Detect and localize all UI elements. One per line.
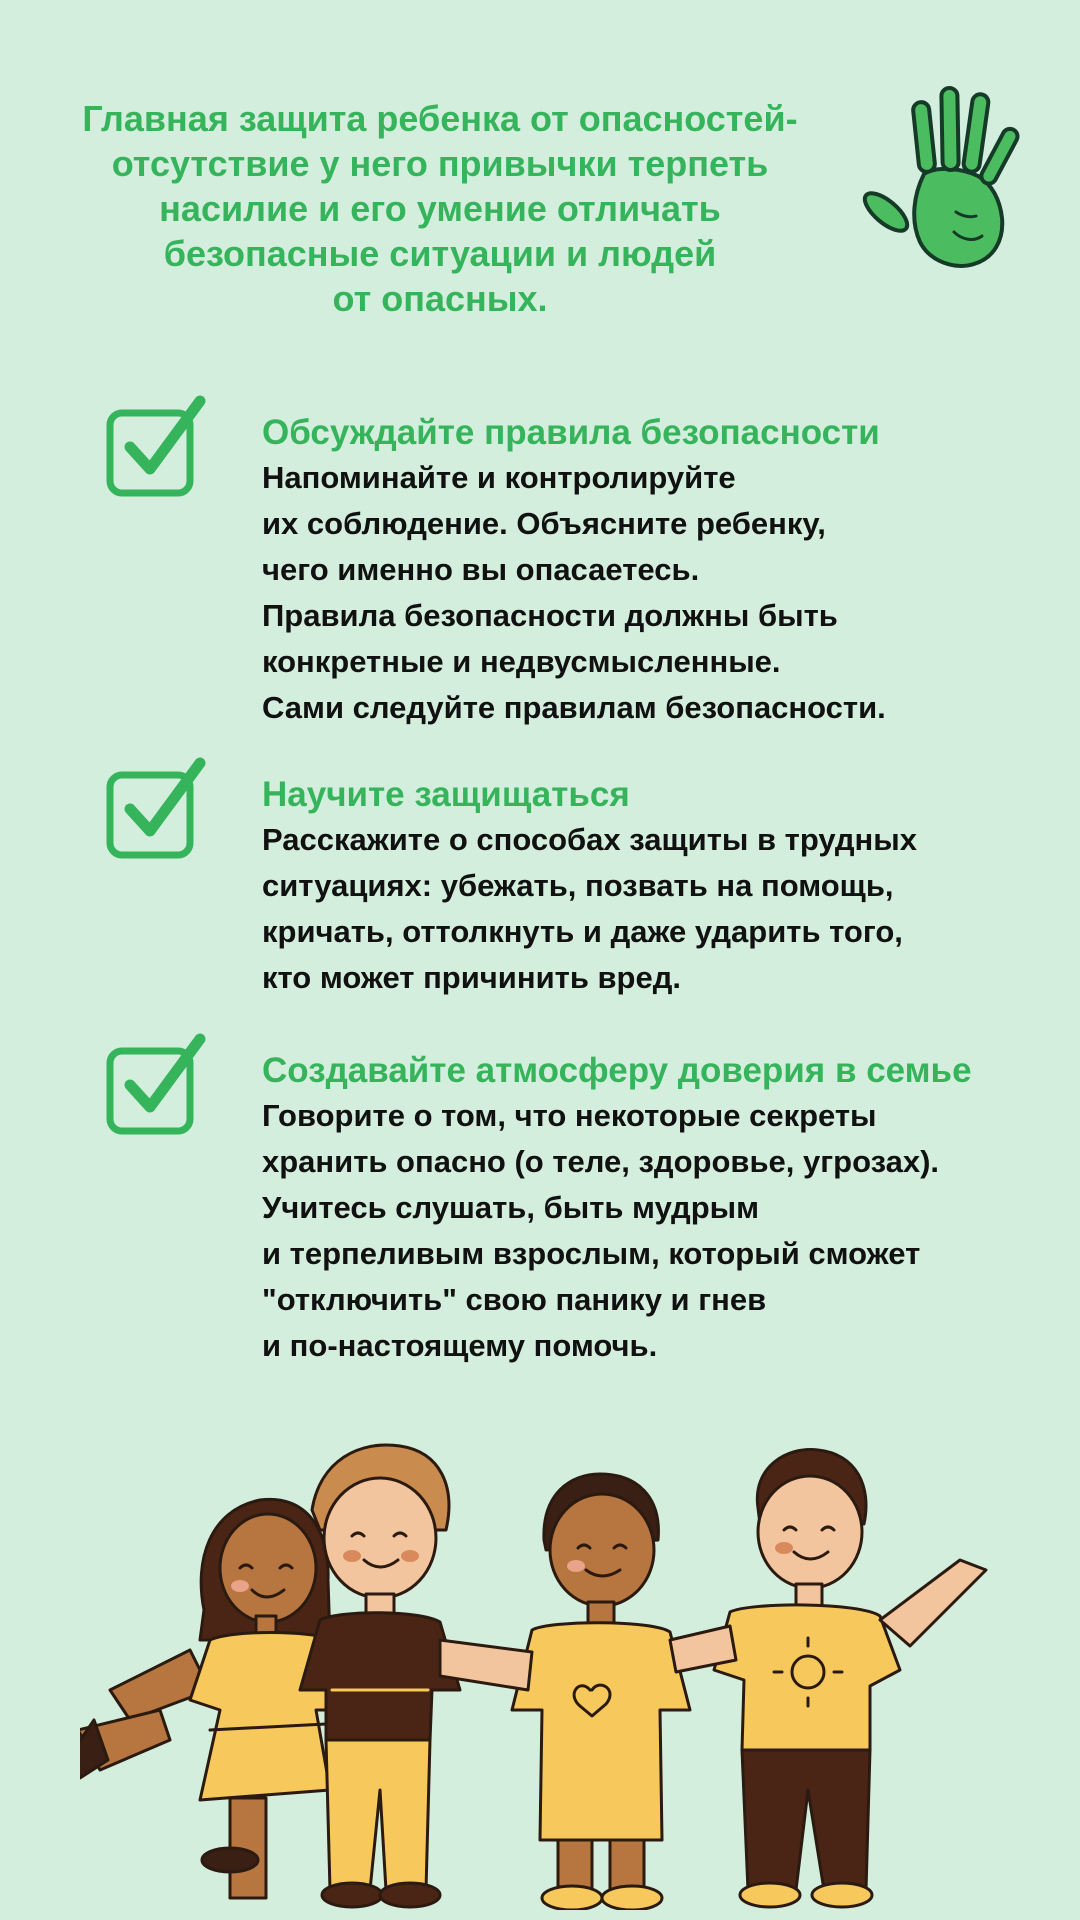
tip-title: Создавайте атмосферу доверия в семье	[262, 1051, 972, 1090]
children-illustration	[80, 1390, 1000, 1910]
tip-body	[262, 1093, 939, 1369]
tip-line: Расскажите о способах защиты в трудных	[262, 822, 917, 857]
tip-line: и по-настоящему помочь.	[262, 1328, 658, 1363]
headline-line: отсутствие у него привычки терпеть	[111, 143, 769, 184]
tip-line: ситуациях: убежать, позвать на помощь,	[262, 868, 894, 903]
tip-body	[262, 455, 886, 731]
child-boy-sun-shirt	[670, 1450, 986, 1907]
tip-title: Обсуждайте правила безопасности	[262, 413, 880, 452]
headline-line: Главная защита ребенка от опасностей-	[82, 98, 798, 139]
headline-line: от опасных.	[332, 278, 548, 319]
tip-line: Напоминайте и контролируйте	[262, 460, 736, 495]
tip-line: их соблюдение. Объясните ребенку,	[262, 506, 826, 541]
headline-line: насилие и его умение отличать	[159, 188, 721, 229]
tip-line: Говорите о том, что некоторые секреты	[262, 1098, 877, 1133]
tip-line: чего именно вы опасаетесь.	[262, 552, 700, 587]
tip-body	[262, 817, 917, 1001]
checkbox-checked-icon	[104, 1033, 208, 1137]
headline-line: безопасные ситуации и людей	[163, 233, 717, 274]
tip-line: "отключить" свою панику и гнев	[262, 1282, 767, 1317]
tip-line: Сами следуйте правилам безопасности.	[262, 690, 886, 725]
tip-line: кто может причинить вред.	[262, 960, 682, 995]
tip-line: и терпеливым взрослым, который сможет	[262, 1236, 921, 1271]
tip-line: конкретные и недвусмысленные.	[262, 644, 781, 679]
tip-line: хранить опасно (о теле, здоровье, угрозах).	[262, 1144, 940, 1179]
child-boy-heart-shirt	[440, 1474, 690, 1910]
tip-title: Научите защищаться	[262, 775, 630, 814]
tip-line: Учитесь слушать, быть мудрым	[262, 1190, 760, 1225]
child-boy-dark-shirt	[300, 1445, 460, 1907]
checkbox-checked-icon	[104, 757, 208, 861]
checkbox-checked-icon	[104, 395, 208, 499]
hand-print-icon	[858, 82, 1038, 272]
headline	[30, 96, 850, 321]
tip-line: кричать, оттолкнуть и даже ударить того,	[262, 914, 903, 949]
tip-line: Правила безопасности должны быть	[262, 598, 838, 633]
